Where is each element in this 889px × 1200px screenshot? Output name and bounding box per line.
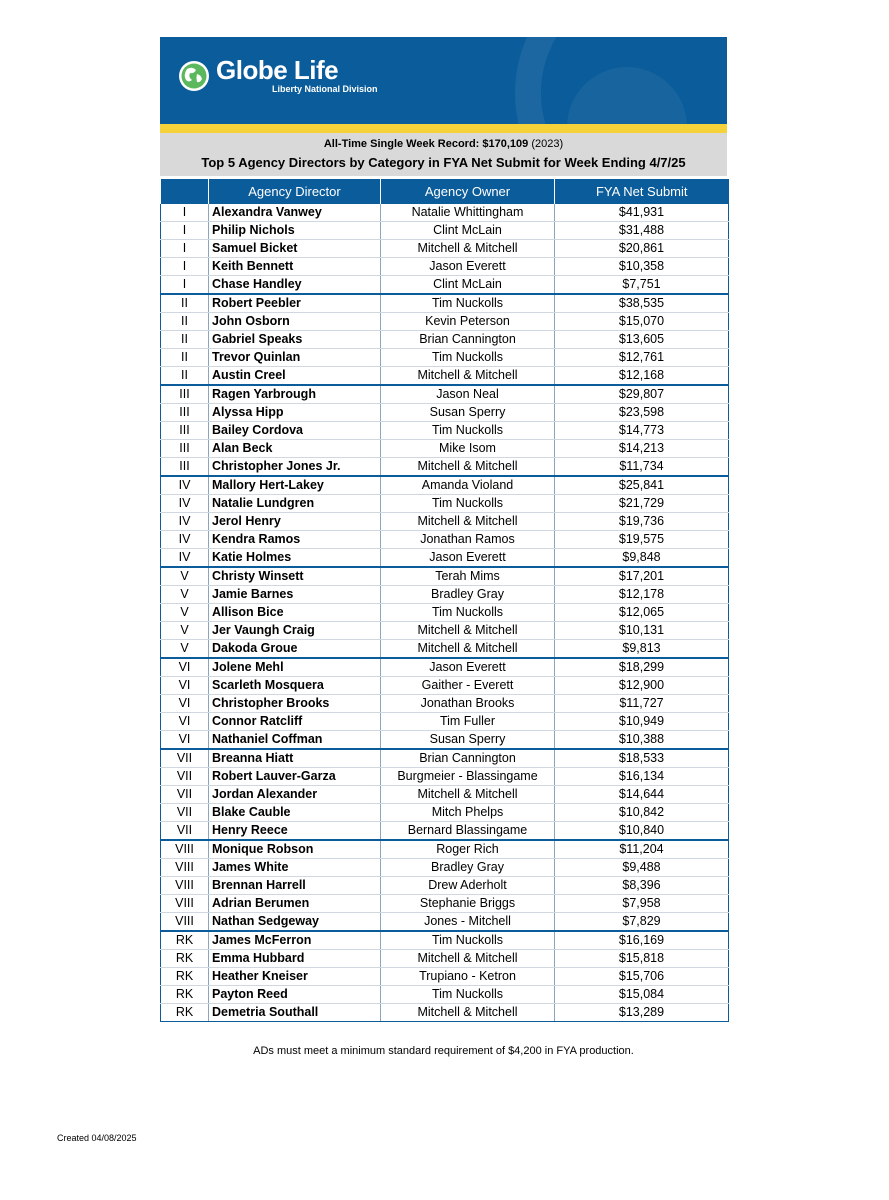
owner-cell: Stephanie Briggs bbox=[381, 895, 555, 913]
director-cell: Bailey Cordova bbox=[209, 422, 381, 440]
table-row bbox=[161, 840, 729, 859]
table-row bbox=[161, 749, 729, 768]
amount-cell: $16,134 bbox=[555, 768, 729, 786]
category-cell: VIII bbox=[161, 895, 209, 913]
table-row bbox=[161, 258, 729, 276]
amount-cell: $10,131 bbox=[555, 622, 729, 640]
director-cell: James White bbox=[209, 859, 381, 877]
table-row bbox=[161, 531, 729, 549]
director-cell: Trevor Quinlan bbox=[209, 349, 381, 367]
category-cell: V bbox=[161, 622, 209, 640]
category-cell: RK bbox=[161, 968, 209, 986]
category-cell: III bbox=[161, 422, 209, 440]
table-row bbox=[161, 349, 729, 367]
owner-cell: Clint McLain bbox=[381, 222, 555, 240]
director-cell: Alan Beck bbox=[209, 440, 381, 458]
owner-cell: Jason Everett bbox=[381, 549, 555, 568]
owner-cell: Jason Neal bbox=[381, 385, 555, 404]
amount-cell: $12,065 bbox=[555, 604, 729, 622]
amount-cell: $25,841 bbox=[555, 476, 729, 495]
table-row bbox=[161, 604, 729, 622]
record-label: All-Time Single Week Record: bbox=[323, 138, 480, 150]
director-cell: Nathan Sedgeway bbox=[209, 913, 381, 932]
table-row bbox=[161, 695, 729, 713]
director-cell: Gabriel Speaks bbox=[209, 331, 381, 349]
owner-cell: Tim Nuckolls bbox=[381, 294, 555, 313]
owner-cell: Mitchell & Mitchell bbox=[381, 240, 555, 258]
amount-cell: $7,829 bbox=[555, 913, 729, 932]
category-cell: III bbox=[161, 385, 209, 404]
category-cell: V bbox=[161, 640, 209, 659]
table-row bbox=[161, 658, 729, 677]
category-cell: II bbox=[161, 294, 209, 313]
director-cell: Jamie Barnes bbox=[209, 586, 381, 604]
amount-cell: $19,575 bbox=[555, 531, 729, 549]
amount-cell: $11,734 bbox=[555, 458, 729, 477]
director-cell: Nathaniel Coffman bbox=[209, 731, 381, 750]
owner-cell: Amanda Violand bbox=[381, 476, 555, 495]
owner-cell: Mike Isom bbox=[381, 440, 555, 458]
amount-cell: $18,299 bbox=[555, 658, 729, 677]
owner-cell: Terah Mims bbox=[381, 567, 555, 586]
table-row bbox=[161, 385, 729, 404]
owner-cell: Tim Nuckolls bbox=[381, 349, 555, 367]
owner-cell: Tim Fuller bbox=[381, 713, 555, 731]
col-category bbox=[161, 179, 209, 204]
category-cell: RK bbox=[161, 1004, 209, 1022]
amount-cell: $10,388 bbox=[555, 731, 729, 750]
category-cell: II bbox=[161, 331, 209, 349]
category-cell: V bbox=[161, 604, 209, 622]
director-cell: Jordan Alexander bbox=[209, 786, 381, 804]
director-cell: Emma Hubbard bbox=[209, 950, 381, 968]
category-cell: VIII bbox=[161, 840, 209, 859]
amount-cell: $15,706 bbox=[555, 968, 729, 986]
table-row bbox=[161, 495, 729, 513]
director-cell: Scarleth Mosquera bbox=[209, 677, 381, 695]
amount-cell: $15,084 bbox=[555, 986, 729, 1004]
table-row bbox=[161, 895, 729, 913]
owner-cell: Drew Aderholt bbox=[381, 877, 555, 895]
category-cell: III bbox=[161, 458, 209, 477]
accent-stripe bbox=[160, 124, 727, 133]
director-cell: Mallory Hert-Lakey bbox=[209, 476, 381, 495]
category-cell: II bbox=[161, 313, 209, 331]
director-cell: Christopher Jones Jr. bbox=[209, 458, 381, 477]
table-row bbox=[161, 731, 729, 750]
owner-cell: Tim Nuckolls bbox=[381, 495, 555, 513]
director-cell: Jer Vaungh Craig bbox=[209, 622, 381, 640]
amount-cell: $15,070 bbox=[555, 313, 729, 331]
record-year: (2023) bbox=[531, 138, 564, 150]
created-date: Created 04/08/2025 bbox=[57, 1133, 137, 1143]
page-title: Top 5 Agency Directors by Category in FYA Net Submit for Week Ending 4/7/25 bbox=[201, 155, 686, 170]
owner-cell: Jason Everett bbox=[381, 658, 555, 677]
table-row bbox=[161, 768, 729, 786]
table-row bbox=[161, 476, 729, 495]
category-cell: I bbox=[161, 240, 209, 258]
category-cell: IV bbox=[161, 549, 209, 568]
owner-cell: Bradley Gray bbox=[381, 859, 555, 877]
table-row bbox=[161, 986, 729, 1004]
amount-cell: $9,488 bbox=[555, 859, 729, 877]
record-line bbox=[160, 133, 727, 151]
director-cell: Robert Peebler bbox=[209, 294, 381, 313]
owner-cell: Jonathan Brooks bbox=[381, 695, 555, 713]
amount-cell: $7,751 bbox=[555, 276, 729, 295]
category-cell: VII bbox=[161, 768, 209, 786]
category-cell: VIII bbox=[161, 913, 209, 932]
director-cell: Samuel Bicket bbox=[209, 240, 381, 258]
category-cell: I bbox=[161, 204, 209, 222]
category-cell: VIII bbox=[161, 877, 209, 895]
director-cell: Alyssa Hipp bbox=[209, 404, 381, 422]
category-cell: VI bbox=[161, 713, 209, 731]
director-cell: Jerol Henry bbox=[209, 513, 381, 531]
owner-cell: Mitchell & Mitchell bbox=[381, 640, 555, 659]
amount-cell: $12,178 bbox=[555, 586, 729, 604]
category-cell: VII bbox=[161, 804, 209, 822]
director-cell: Robert Lauver-Garza bbox=[209, 768, 381, 786]
table-row bbox=[161, 713, 729, 731]
amount-cell: $12,900 bbox=[555, 677, 729, 695]
director-cell: Blake Cauble bbox=[209, 804, 381, 822]
category-cell: VI bbox=[161, 658, 209, 677]
amount-cell: $15,818 bbox=[555, 950, 729, 968]
table-row bbox=[161, 513, 729, 531]
director-cell: John Osborn bbox=[209, 313, 381, 331]
table-row bbox=[161, 331, 729, 349]
brand-name: Globe Life bbox=[216, 55, 339, 85]
category-cell: VII bbox=[161, 822, 209, 841]
director-cell: Chase Handley bbox=[209, 276, 381, 295]
table-row bbox=[161, 440, 729, 458]
director-cell: Christy Winsett bbox=[209, 567, 381, 586]
table-row bbox=[161, 549, 729, 568]
table-row bbox=[161, 367, 729, 386]
owner-cell: Susan Sperry bbox=[381, 731, 555, 750]
category-cell: I bbox=[161, 276, 209, 295]
owner-cell: Trupiano - Ketron bbox=[381, 968, 555, 986]
table-row bbox=[161, 586, 729, 604]
category-cell: RK bbox=[161, 950, 209, 968]
table-row bbox=[161, 859, 729, 877]
director-cell: Jolene Mehl bbox=[209, 658, 381, 677]
table-row bbox=[161, 240, 729, 258]
owner-cell: Brian Cannington bbox=[381, 331, 555, 349]
amount-cell: $10,840 bbox=[555, 822, 729, 841]
category-cell: RK bbox=[161, 931, 209, 950]
director-cell: Connor Ratcliff bbox=[209, 713, 381, 731]
amount-cell: $18,533 bbox=[555, 749, 729, 768]
owner-cell: Clint McLain bbox=[381, 276, 555, 295]
table-body bbox=[161, 204, 729, 1022]
amount-cell: $12,761 bbox=[555, 349, 729, 367]
director-cell: Kendra Ramos bbox=[209, 531, 381, 549]
director-cell: Dakoda Groue bbox=[209, 640, 381, 659]
amount-cell: $38,535 bbox=[555, 294, 729, 313]
table-row bbox=[161, 968, 729, 986]
category-cell: I bbox=[161, 258, 209, 276]
amount-cell: $14,644 bbox=[555, 786, 729, 804]
table-row bbox=[161, 877, 729, 895]
category-cell: VI bbox=[161, 695, 209, 713]
owner-cell: Burgmeier - Blassingame bbox=[381, 768, 555, 786]
amount-cell: $23,598 bbox=[555, 404, 729, 422]
brand-division: Liberty National Division bbox=[272, 84, 378, 94]
category-cell: VII bbox=[161, 786, 209, 804]
results-table bbox=[160, 179, 729, 1022]
owner-cell: Mitchell & Mitchell bbox=[381, 950, 555, 968]
table-row bbox=[161, 913, 729, 932]
header-banner bbox=[160, 37, 727, 124]
director-cell: James McFerron bbox=[209, 931, 381, 950]
category-cell: IV bbox=[161, 513, 209, 531]
owner-cell: Brian Cannington bbox=[381, 749, 555, 768]
director-cell: Alexandra Vanwey bbox=[209, 204, 381, 222]
globe-icon bbox=[178, 60, 210, 92]
record-amount: $170,109 bbox=[482, 138, 529, 150]
table-row bbox=[161, 786, 729, 804]
director-cell: Brennan Harrell bbox=[209, 877, 381, 895]
table-row bbox=[161, 622, 729, 640]
director-cell: Heather Kneiser bbox=[209, 968, 381, 986]
table-row bbox=[161, 804, 729, 822]
owner-cell: Gaither - Everett bbox=[381, 677, 555, 695]
amount-cell: $10,842 bbox=[555, 804, 729, 822]
table-row bbox=[161, 640, 729, 659]
category-cell: VI bbox=[161, 677, 209, 695]
table-row bbox=[161, 567, 729, 586]
col-director: Agency Director bbox=[209, 179, 381, 204]
amount-cell: $29,807 bbox=[555, 385, 729, 404]
amount-cell: $7,958 bbox=[555, 895, 729, 913]
title-box bbox=[160, 133, 727, 176]
amount-cell: $19,736 bbox=[555, 513, 729, 531]
logo bbox=[178, 57, 378, 95]
category-cell: III bbox=[161, 404, 209, 422]
director-cell: Natalie Lundgren bbox=[209, 495, 381, 513]
director-cell: Austin Creel bbox=[209, 367, 381, 386]
owner-cell: Mitchell & Mitchell bbox=[381, 458, 555, 477]
owner-cell: Tim Nuckolls bbox=[381, 422, 555, 440]
amount-cell: $10,949 bbox=[555, 713, 729, 731]
amount-cell: $14,773 bbox=[555, 422, 729, 440]
category-cell: II bbox=[161, 349, 209, 367]
table-row bbox=[161, 822, 729, 841]
owner-cell: Mitchell & Mitchell bbox=[381, 1004, 555, 1022]
table-row bbox=[161, 422, 729, 440]
director-cell: Breanna Hiatt bbox=[209, 749, 381, 768]
table-row bbox=[161, 313, 729, 331]
director-cell: Philip Nichols bbox=[209, 222, 381, 240]
category-cell: V bbox=[161, 567, 209, 586]
table-row bbox=[161, 222, 729, 240]
amount-cell: $16,169 bbox=[555, 931, 729, 950]
owner-cell: Mitchell & Mitchell bbox=[381, 513, 555, 531]
table-header bbox=[161, 179, 729, 204]
owner-cell: Mitchell & Mitchell bbox=[381, 786, 555, 804]
amount-cell: $13,605 bbox=[555, 331, 729, 349]
category-cell: VI bbox=[161, 731, 209, 750]
director-cell: Demetria Southall bbox=[209, 1004, 381, 1022]
owner-cell: Jason Everett bbox=[381, 258, 555, 276]
owner-cell: Jones - Mitchell bbox=[381, 913, 555, 932]
table-row bbox=[161, 294, 729, 313]
amount-cell: $14,213 bbox=[555, 440, 729, 458]
col-owner: Agency Owner bbox=[381, 179, 555, 204]
director-cell: Henry Reece bbox=[209, 822, 381, 841]
owner-cell: Tim Nuckolls bbox=[381, 931, 555, 950]
director-cell: Keith Bennett bbox=[209, 258, 381, 276]
category-cell: VII bbox=[161, 749, 209, 768]
table-row bbox=[161, 404, 729, 422]
category-cell: RK bbox=[161, 986, 209, 1004]
owner-cell: Mitch Phelps bbox=[381, 804, 555, 822]
table-row bbox=[161, 950, 729, 968]
owner-cell: Kevin Peterson bbox=[381, 313, 555, 331]
amount-cell: $41,931 bbox=[555, 204, 729, 222]
amount-cell: $11,727 bbox=[555, 695, 729, 713]
table-row bbox=[161, 204, 729, 222]
table-row bbox=[161, 1004, 729, 1022]
category-cell: V bbox=[161, 586, 209, 604]
table-row bbox=[161, 677, 729, 695]
amount-cell: $13,289 bbox=[555, 1004, 729, 1022]
amount-cell: $17,201 bbox=[555, 567, 729, 586]
table-row bbox=[161, 276, 729, 295]
director-cell: Payton Reed bbox=[209, 986, 381, 1004]
amount-cell: $9,848 bbox=[555, 549, 729, 568]
category-cell: III bbox=[161, 440, 209, 458]
owner-cell: Mitchell & Mitchell bbox=[381, 622, 555, 640]
director-cell: Adrian Berumen bbox=[209, 895, 381, 913]
director-cell: Monique Robson bbox=[209, 840, 381, 859]
category-cell: IV bbox=[161, 495, 209, 513]
category-cell: II bbox=[161, 367, 209, 386]
col-submit: FYA Net Submit bbox=[555, 179, 729, 204]
director-cell: Katie Holmes bbox=[209, 549, 381, 568]
footnote: ADs must meet a minimum standard requirement of $4,200 in FYA production. bbox=[253, 1045, 634, 1057]
director-cell: Christopher Brooks bbox=[209, 695, 381, 713]
owner-cell: Mitchell & Mitchell bbox=[381, 367, 555, 386]
category-cell: VIII bbox=[161, 859, 209, 877]
category-cell: IV bbox=[161, 476, 209, 495]
owner-cell: Bernard Blassingame bbox=[381, 822, 555, 841]
director-cell: Ragen Yarbrough bbox=[209, 385, 381, 404]
owner-cell: Tim Nuckolls bbox=[381, 604, 555, 622]
owner-cell: Natalie Whittingham bbox=[381, 204, 555, 222]
amount-cell: $11,204 bbox=[555, 840, 729, 859]
amount-cell: $20,861 bbox=[555, 240, 729, 258]
category-cell: I bbox=[161, 222, 209, 240]
table-row bbox=[161, 931, 729, 950]
owner-cell: Jonathan Ramos bbox=[381, 531, 555, 549]
amount-cell: $8,396 bbox=[555, 877, 729, 895]
amount-cell: $12,168 bbox=[555, 367, 729, 386]
amount-cell: $10,358 bbox=[555, 258, 729, 276]
owner-cell: Susan Sperry bbox=[381, 404, 555, 422]
owner-cell: Bradley Gray bbox=[381, 586, 555, 604]
category-cell: IV bbox=[161, 531, 209, 549]
amount-cell: $9,813 bbox=[555, 640, 729, 659]
amount-cell: $31,488 bbox=[555, 222, 729, 240]
owner-cell: Roger Rich bbox=[381, 840, 555, 859]
owner-cell: Tim Nuckolls bbox=[381, 986, 555, 1004]
table-row bbox=[161, 458, 729, 477]
amount-cell: $21,729 bbox=[555, 495, 729, 513]
director-cell: Allison Bice bbox=[209, 604, 381, 622]
